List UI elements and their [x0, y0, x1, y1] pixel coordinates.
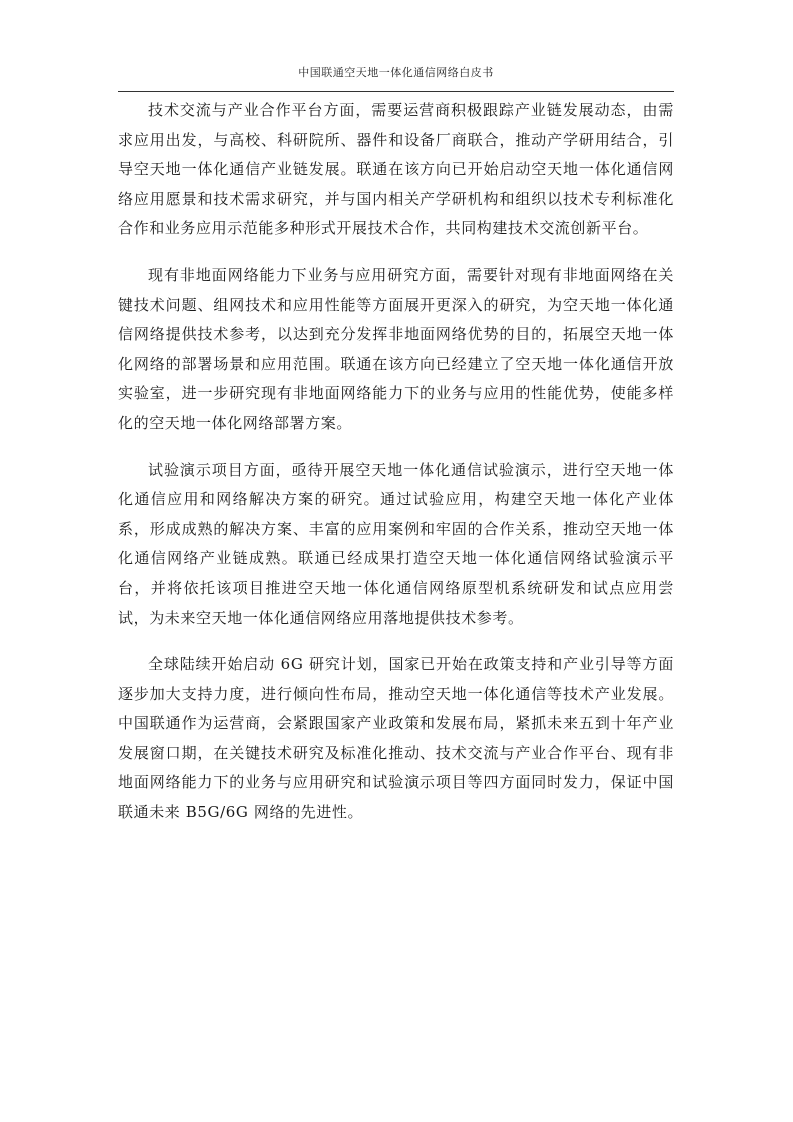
paragraph-ntn-research: 现有非地面网络能力下业务与应用研究方面，需要针对现有非地面网络在关键技术问题、组网技术和应用性能等方面展开更深入的研究，为空天地一体化通信网络提供技术参考，以达到充分发挥非地面网络优势的目的，拓展空天地一体化网络的部署场景和应用范围。联通在该方向已经建立了空天地一体化通信开放实验室，进一步研究现有非地面网络能力下的业务与应用的性能优势，使能多样化的空天地一体化网络部署方案。 — [118, 265, 674, 432]
document-body — [118, 96, 674, 845]
paragraph-tech-exchange: 技术交流与产业合作平台方面，需要运营商积极跟踪产业链发展动态，由需求应用出发，与高校、科研院所、器件和设备厂商联合，推动产学研用结合，引导空天地一体化通信产业链发展。联通在该方向已开始启动空天地一体化通信网络应用愿景和技术需求研究，并与国内相关产学研机构和组织以技术专利标准化合作和业务应用示范能多种形式开展技术合作，共同构建技术交流创新平台。 — [118, 101, 674, 238]
paragraph-6g-outlook: 全球陆续开始启动 6G 研究计划，国家已开始在政策支持和产业引导等方面逐步加大支持力度，进行倾向性布局，推动空天地一体化通信等技术产业发展。中国联通作为运营商，会紧跟国家产业政策和发展布局，紧抓未来五到十年产业发展窗口期，在关键技术研究及标准化推动、技术交流与产业合作平台、现有非地面网络能力下的业务与应用研究和试验演示项目等四方面同时发力，保证中国联通未来 B5G/6G 网络的先进性。 — [118, 655, 674, 822]
header-divider — [118, 91, 674, 92]
page-header: 中国联通空天地一体化通信网络白皮书 — [298, 66, 494, 79]
paragraph-trial-demo: 试验演示项目方面，亟待开展空天地一体化通信试验演示，进行空天地一体化通信应用和网络解决方案的研究。通过试验应用，构建空天地一体化产业体系，形成成熟的解决方案、丰富的应用案例和牢固的合作关系，推动空天地一体化通信网络产业链成熟。联通已经成果打造空天地一体化通信网络试验演示平台，并将依托该项目推进空天地一体化通信网络原型机系统研发和试点应用尝试，为未来空天地一体化通信网络应用落地提供技术参考。 — [118, 460, 674, 627]
